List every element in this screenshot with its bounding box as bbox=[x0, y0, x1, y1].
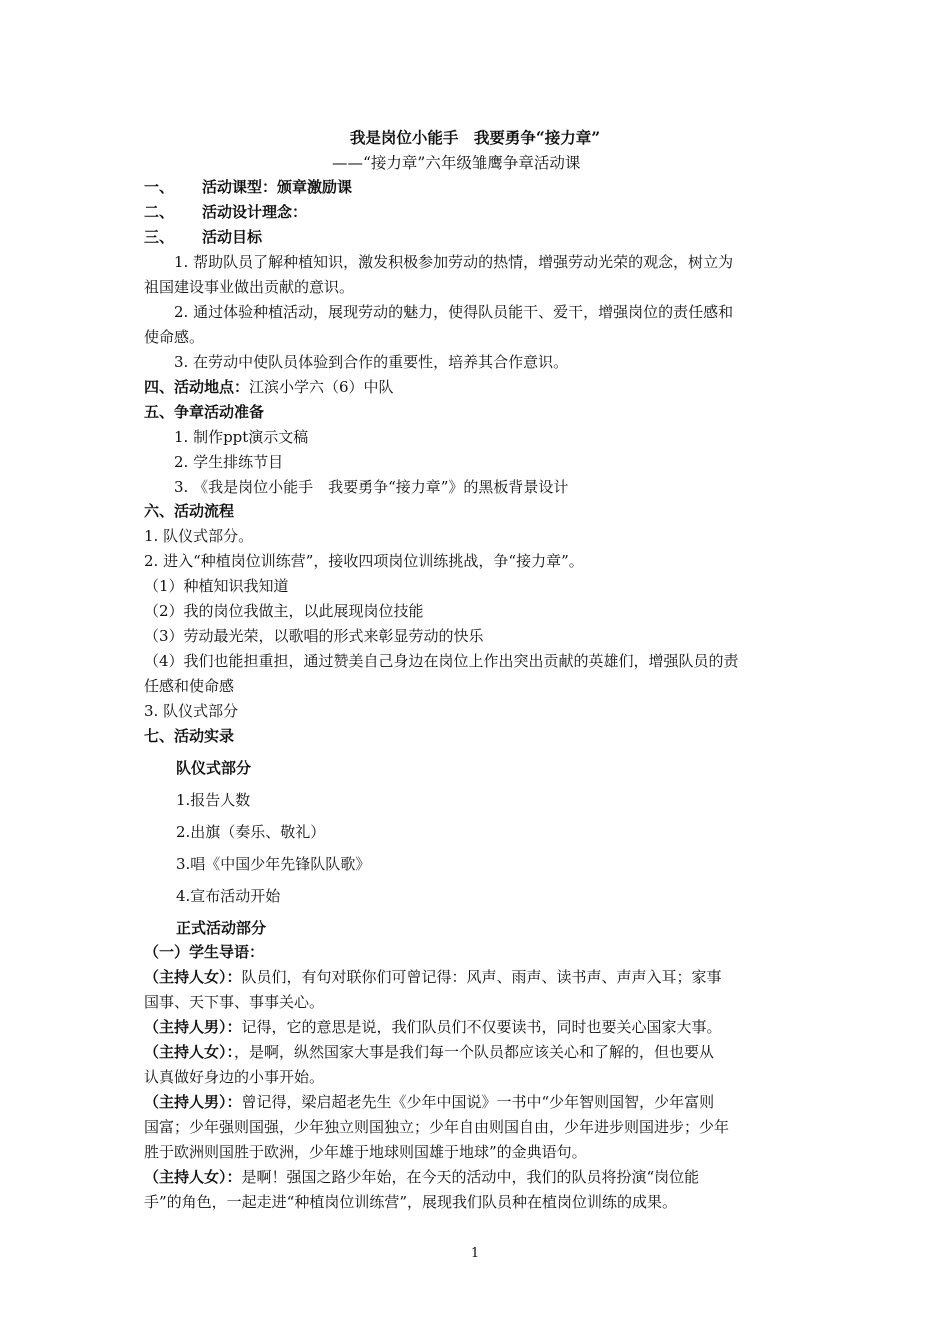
rite-item-2: 2.出旗（奏乐、敬礼） bbox=[176, 823, 326, 841]
dialogue-4-speaker: （主持人男）： bbox=[144, 1093, 242, 1111]
flow-item-2: 2. 进入“种植岗位训练营”，接收四项岗位训练挑战，争“接力章”。 bbox=[144, 552, 584, 570]
section-2-number: 二、 bbox=[144, 203, 175, 221]
rite-item-4: 4.宣布活动开始 bbox=[176, 887, 281, 905]
dialogue-3-speaker: （主持人女）： bbox=[144, 1043, 235, 1061]
section-6-heading: 六、活动流程 bbox=[144, 502, 235, 520]
flow-item-2-4-line-1: （4）我们也能担重担，通过赞美自己身边在岗位上作出突出贡献的英雄们，增强队员的责 bbox=[144, 652, 739, 670]
dialogue-2-speaker: （主持人男）： bbox=[144, 1018, 242, 1036]
section-5-heading: 五、争章活动准备 bbox=[144, 403, 265, 421]
dialogue-5-line-1 bbox=[144, 1167, 699, 1187]
goal-1-line-1: 1. 帮助队员了解种植知识，激发积极参加劳动的热情，增强劳动光荣的观念，树立为 bbox=[174, 253, 734, 271]
section-3 bbox=[144, 227, 262, 247]
dialogue-3-text: ，是啊，纵然国家大事是我们每一个队员都应该关心和了解的，但也要从 bbox=[234, 1043, 715, 1061]
dialogue-3-line-2: 认真做好身边的小事开始。 bbox=[144, 1068, 325, 1086]
dialogue-4-line-1 bbox=[144, 1092, 714, 1112]
prep-item-3: 3. 《我是岗位小能手 我要勇争“接力章”》的黑板背景设计 bbox=[174, 478, 569, 496]
flow-item-2-4-line-2: 任感和使命感 bbox=[144, 677, 235, 695]
dialogue-2-text: 记得，它的意思是说，我们队员们不仅要读书，同时也要关心国家大事。 bbox=[241, 1018, 722, 1036]
flow-item-2-3: （3）劳动最光荣，以歌唱的形式来彰显劳动的快乐 bbox=[144, 627, 484, 645]
formal-heading: 正式活动部分 bbox=[176, 919, 267, 937]
dialogue-4-line-2: 国富；少年强则国强，少年独立则国独立；少年自由则国自由，少年进步则国进步；少年 bbox=[144, 1118, 730, 1136]
dialogue-2-line-1 bbox=[144, 1017, 722, 1037]
prep-item-1: 1. 制作ppt演示文稿 bbox=[174, 428, 309, 446]
dialogue-5-speaker: （主持人女）： bbox=[144, 1168, 242, 1186]
flow-item-2-2: （2）我的岗位我做主，以此展现岗位技能 bbox=[144, 602, 424, 620]
section-4 bbox=[144, 377, 394, 397]
dialogue-5-line-2: 手”的角色，一起走进“种植岗位训练营”，展现我们队员种在植岗位训练的成果。 bbox=[144, 1193, 678, 1211]
section-1-number: 一、 bbox=[144, 178, 175, 196]
goal-2-line-1: 2. 通过体验种植活动，展现劳动的魅力，使得队员能干、爱干，增强岗位的责任感和 bbox=[174, 303, 734, 321]
section-4-heading: 四、活动地点： bbox=[144, 378, 250, 396]
dialogue-1-speaker: （主持人女）： bbox=[144, 968, 242, 986]
section-3-number: 三、 bbox=[144, 228, 175, 246]
document-title: 我是岗位小能手 我要勇争“接力章” bbox=[349, 128, 601, 147]
document-subtitle: ——“接力章”六年级雏鹰争章活动课 bbox=[332, 154, 581, 172]
section-3-heading: 活动目标 bbox=[202, 228, 263, 246]
page-number: 1 bbox=[470, 1246, 480, 1261]
prep-item-2: 2. 学生排练节目 bbox=[174, 453, 284, 471]
intro-heading: （一）学生导语： bbox=[144, 943, 265, 961]
rite-item-1: 1.报告人数 bbox=[176, 791, 251, 809]
dialogue-3-line-1 bbox=[144, 1042, 714, 1062]
rite-heading: 队仪式部分 bbox=[176, 759, 252, 777]
section-1-heading: 活动课型：颁章激励课 bbox=[202, 178, 353, 196]
flow-item-3: 3. 队仪式部分 bbox=[144, 702, 239, 720]
dialogue-1-text: 队员们，有句对联你们可曾记得：风声、雨声、读书声、声声入耳；家事 bbox=[241, 968, 722, 986]
section-4-location: 江滨小学六（6）中队 bbox=[249, 378, 394, 396]
section-1 bbox=[144, 177, 352, 197]
dialogue-4-line-3: 胜于欧洲则国胜于欧洲，少年雄于地球则国雄于地球”的金典语句。 bbox=[144, 1143, 587, 1161]
section-2 bbox=[144, 202, 307, 222]
section-7-heading: 七、活动实录 bbox=[144, 727, 235, 745]
goal-1-line-2: 祖国建设事业做出贡献的意识。 bbox=[144, 278, 355, 296]
dialogue-4-text: 曾记得，梁启超老先生《少年中国说》一书中“少年智则国智，少年富则 bbox=[241, 1093, 715, 1111]
flow-item-1: 1. 队仪式部分。 bbox=[144, 527, 254, 545]
dialogue-5-text: 是啊！强国之路少年始，在今天的活动中，我们的队员将扮演“岗位能 bbox=[241, 1168, 700, 1186]
goal-2-line-2: 使命感。 bbox=[144, 328, 205, 346]
section-2-heading: 活动设计理念： bbox=[202, 203, 308, 221]
dialogue-1-line-2: 国事、天下事、事事关心。 bbox=[144, 993, 325, 1011]
flow-item-2-1: （1）种植知识我知道 bbox=[144, 577, 289, 595]
dialogue-1-line-1 bbox=[144, 967, 722, 987]
rite-item-3: 3.唱《中国少年先锋队队歌》 bbox=[176, 855, 371, 873]
goal-3: 3. 在劳动中使队员体验到合作的重要性，培养其合作意识。 bbox=[174, 353, 569, 371]
